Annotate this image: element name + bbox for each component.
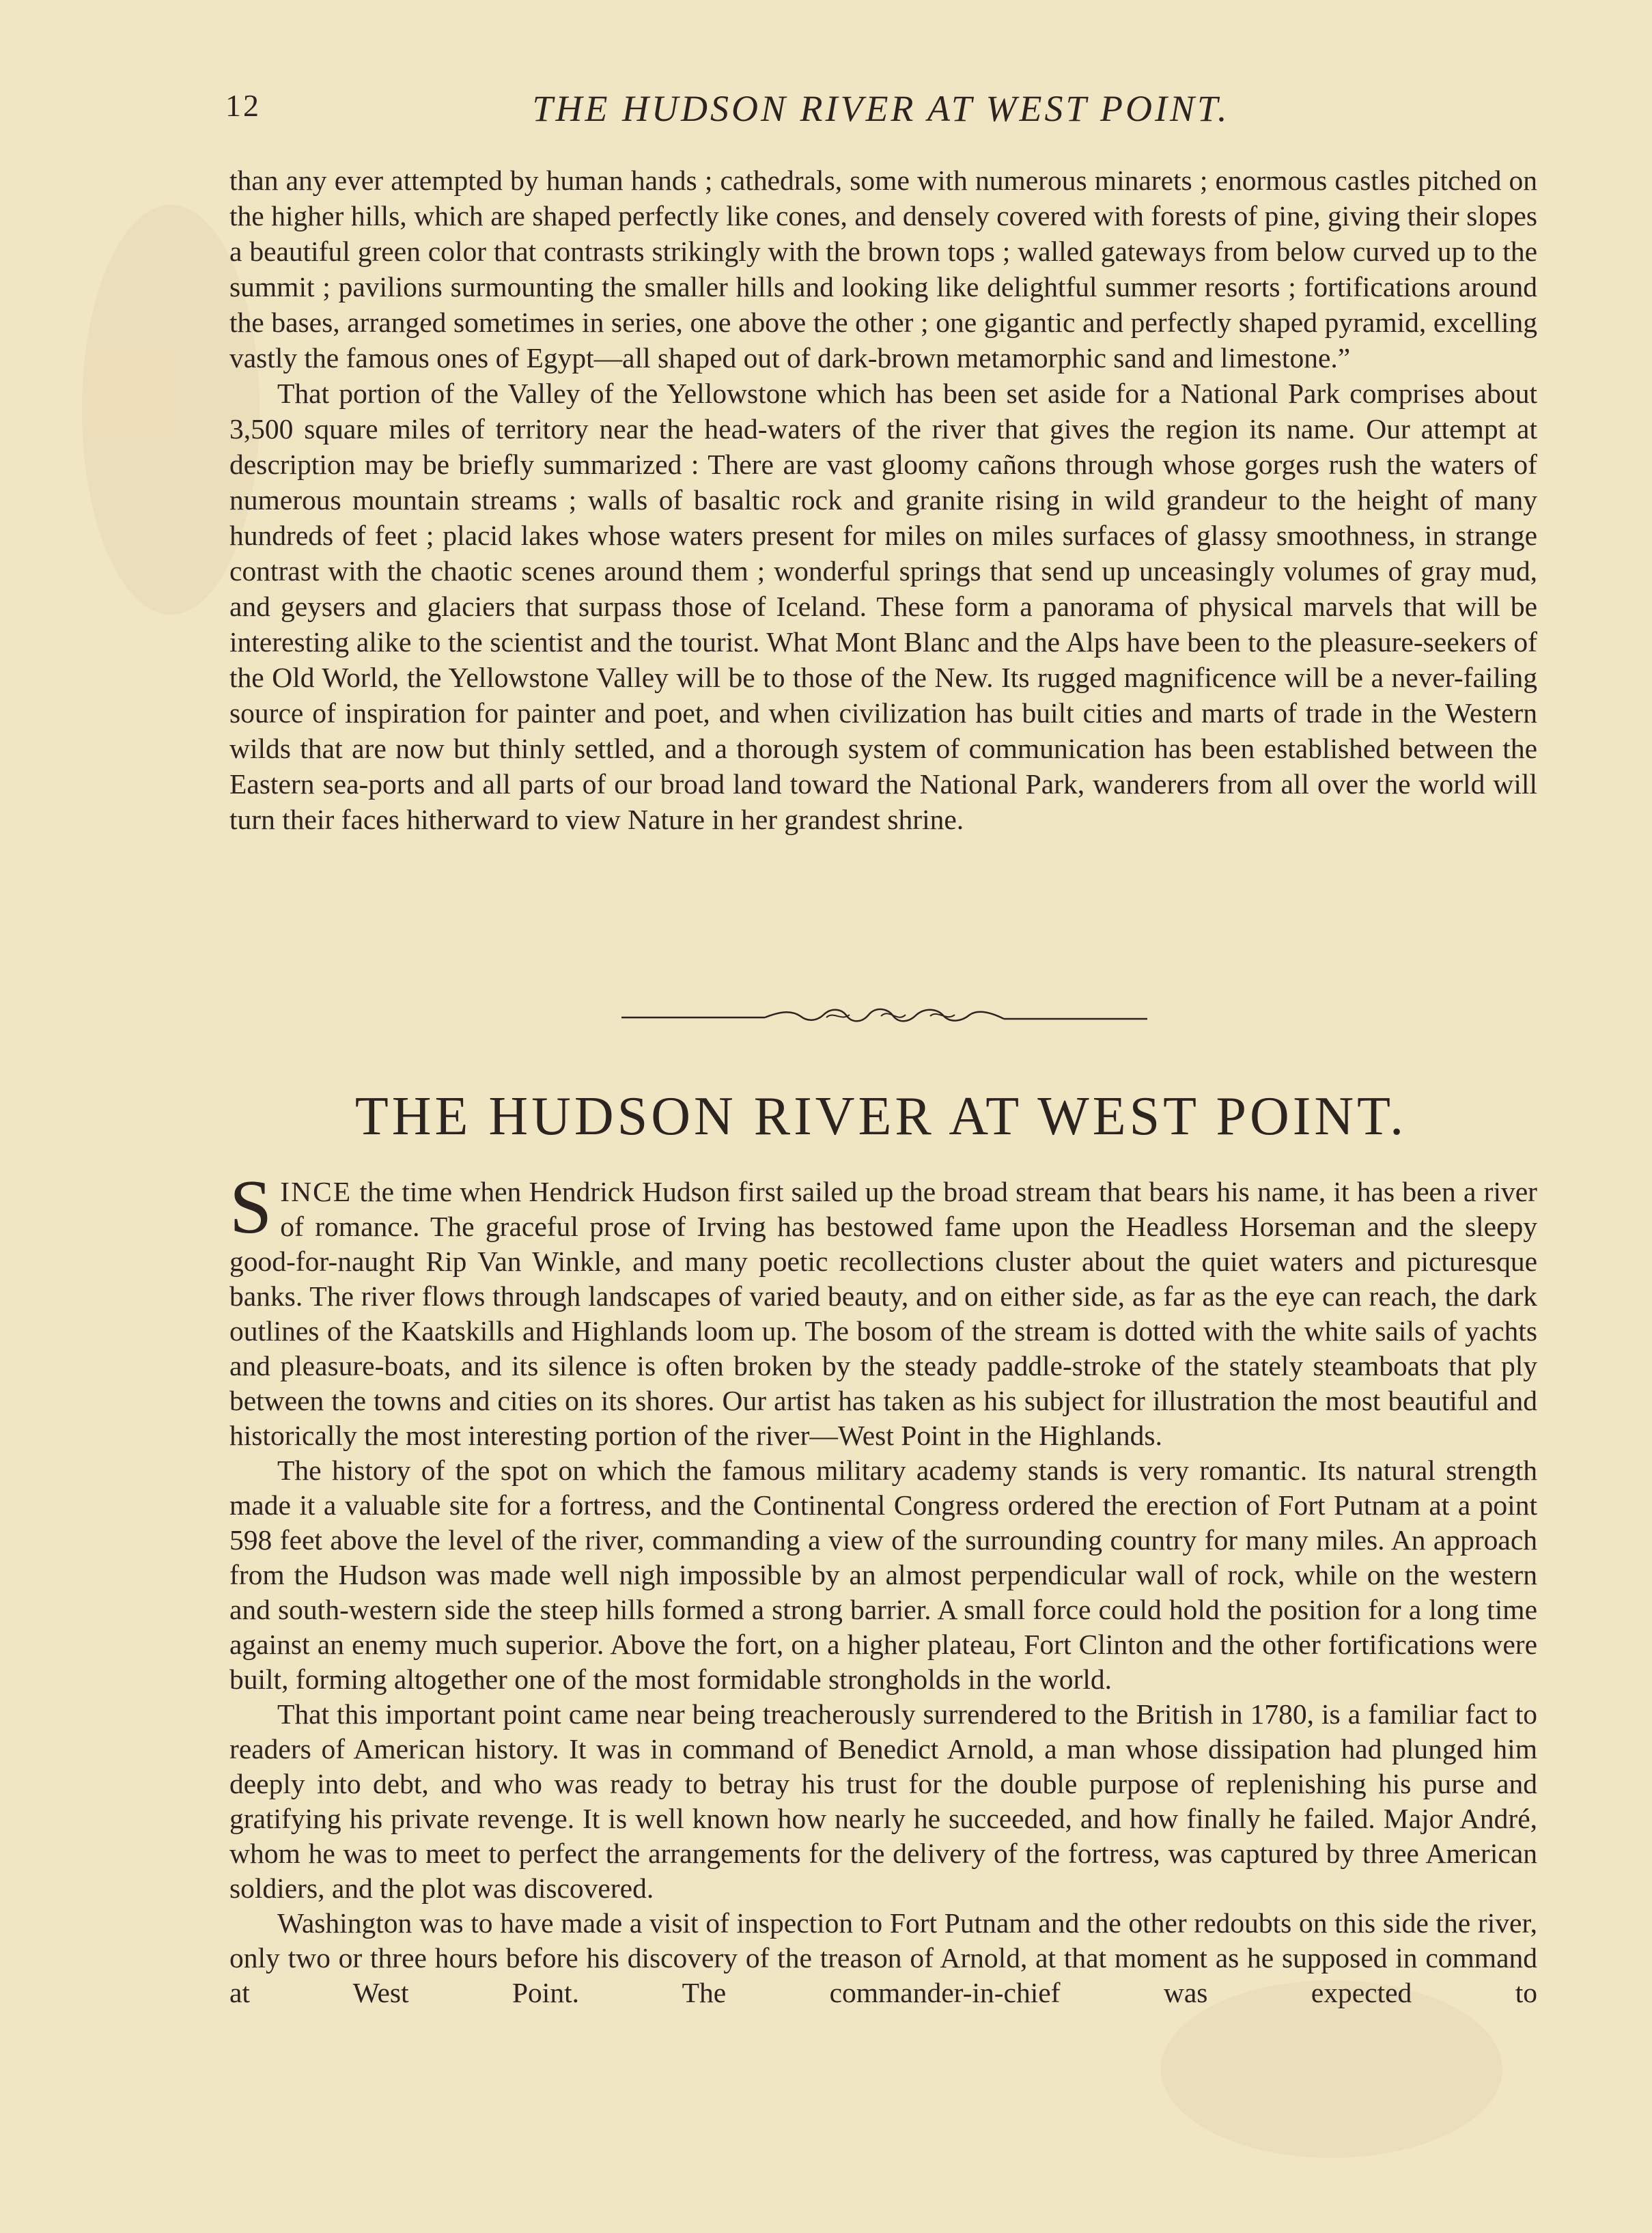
continued-text-block [229, 163, 1537, 837]
article-text-block [229, 1165, 1537, 2010]
page-number: 12 [225, 88, 261, 123]
decorative-flourish [621, 1002, 1147, 1030]
paragraph: That this important point came near being treacherously surrendered to the British in 1780, is a familiar fact to readers of American history. It was in command of Benedict Arnold, a man whose dissipation had plunged him deeply into debt, and who was ready to betray his trust for the double purpose of replenishing his purse and gratifying his private revenge. It is well known how nearly he succeeded, and how finally he failed. Major André, whom he was to meet to perfect the arrangements for the delivery of the fortress, was captured by three American soldiers, and the plot was discovered. [229, 1698, 1537, 1904]
running-header [225, 87, 1537, 135]
drop-cap: S [229, 1165, 272, 1250]
paragraph [229, 1165, 1537, 1453]
opening-word: INCE [280, 1176, 352, 1207]
paragraph-text: the time when Hendrick Hudson first sailed up the broad stream that bears his name, it has been a river of romance. The graceful prose of Irving has bestowed fame upon the Headless Horseman and the sleepy good-for-naught Rip Van Winkle, and many poetic recollections cluster about the quiet waters and picturesque banks. The river flows through landscapes of varied beauty, and on either side, as far as the eye can reach, the dark outlines of the Kaatskills and Highlands loom up. The bosom of the stream is dotted with the white sails of yachts and pleasure-boats, and its silence is often broken by the steady paddle-stroke of the stately steamboats that ply between the towns and cities on its shores. Our artist has taken as his subject for illustration the most beautiful and historically the most interesting portion of the river—West Point in the Highlands. [229, 1176, 1537, 1451]
running-title: THE HUDSON RIVER AT WEST POINT. [532, 88, 1230, 129]
paragraph: That portion of the Valley of the Yellowstone which has been set aside for a National Park comprises about 3,500 square miles of territory near the head-waters of the river that gives the region its name. Our attempt at description may be briefly summarized : There are vast gloomy cañons through whose gorges rush the waters of numerous mountain streams ; walls of basaltic rock and granite rising in wild grandeur to the height of many hundreds of feet ; placid lakes whose waters present for miles on miles surfaces of glassy smoothness, in strange contrast with the chaotic scenes around them ; wonderful springs that send up unceasingly volumes of gray mud, and geysers and glaciers that surpass those of Iceland. These form a panorama of physical marvels that will be interesting alike to the scientist and the tourist. What Mont Blanc and the Alps have been to the pleasure-seekers of the Old World, the Yellowstone Valley will be to those of the New. Its rugged magnificence will be a never-failing source of inspiration for painter and poet, and when civilization has built cities and marts of trade in the Western wilds that are now but thinly settled, and a thorough system of communication has been established between the Eastern sea-ports and all parts of our broad land toward the National Park, wanderers from all over the world will turn their faces hitherward to view Nature in her grandest shrine. [229, 378, 1537, 835]
section-title: THE HUDSON RIVER AT WEST POINT. [354, 1086, 1408, 1147]
paragraph: The history of the spot on which the famous military academy stands is very romantic. Its natural strength made it a valuable site for a fortress, and the Continental Congress ordered the erection of Fort Putnam at a point 598 feet above the level of the river, commanding a view of the surrounding country for many miles. An approach from the Hudson was made well nigh impossible by an almost perpendicular wall of rock, while on the western and south-western side the steep hills formed a strong barrier. A small force could hold the position for a long time against an enemy much superior. Above the fort, on a higher plateau, Fort Clinton and the other fortifications were built, forming altogether one of the most formidable strongholds in the world. [229, 1455, 1537, 1695]
paragraph: Washington was to have made a visit of inspection to Fort Putnam and the other redoubts on this side the river, only two or three hours before his discovery of the treason of Arnold, at that moment as he supposed in command at West Point. The commander-in-chief was expected to [229, 1907, 1537, 2008]
paragraph: than any ever attempted by human hands ; cathedrals, some with numerous minarets ; enormous castles pitched on the higher hills, which are shaped perfectly like cones, and densely covered with forests of pine, giving their slopes a beautiful green color that contrasts strikingly with the brown tops ; walled gateways from below curved up to the summit ; pavilions surmounting the smaller hills and looking like delightful summer resorts ; fortifications around the bases, arranged sometimes in series, one above the other ; one gigantic and perfectly shaped pyramid, excelling vastly the famous ones of Egypt—all shaped out of dark-brown metamorphic sand and limestone.” [229, 165, 1537, 374]
